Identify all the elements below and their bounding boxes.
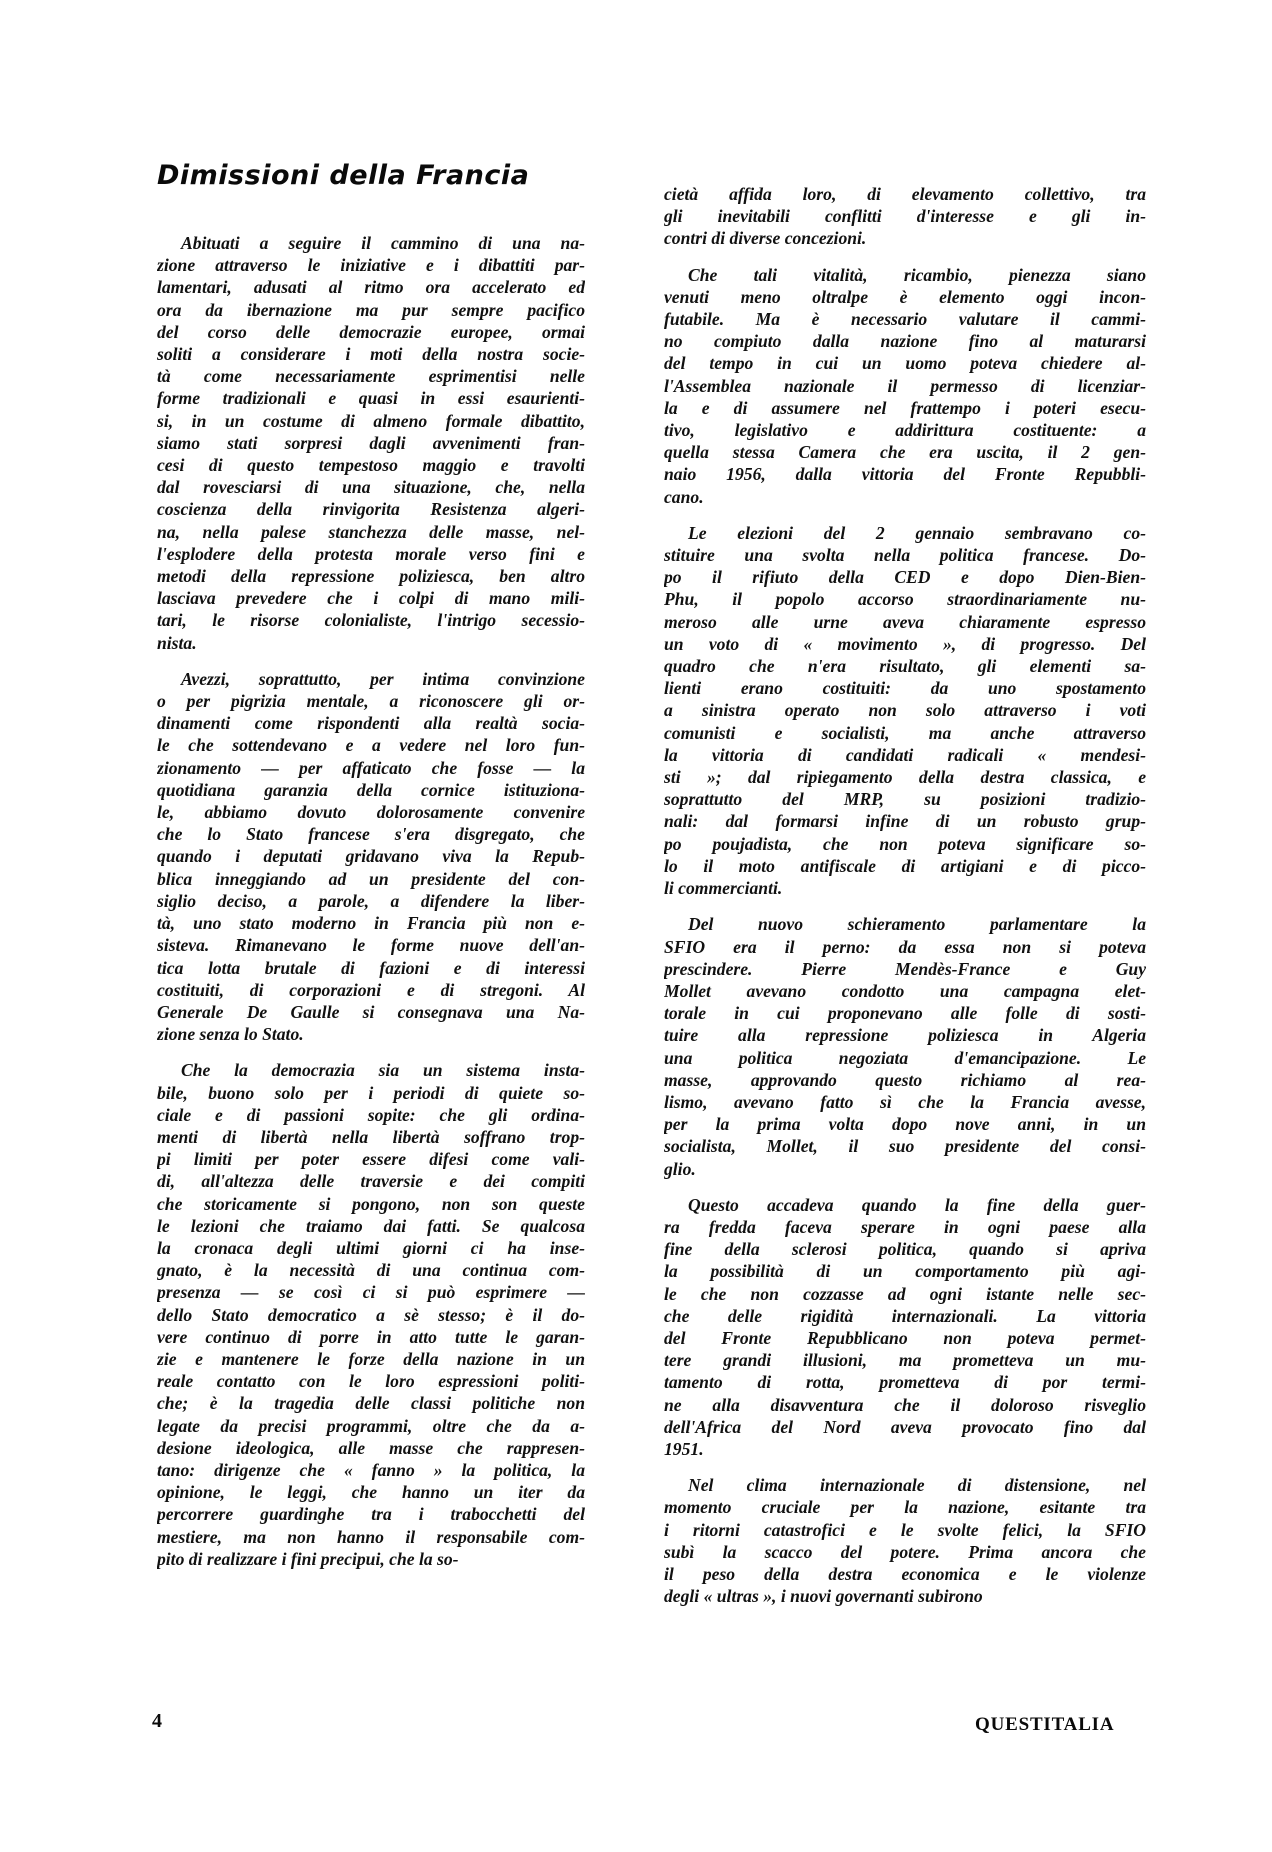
text-line: socialista, Mollet, il suo presidente del consi- xyxy=(664,1136,1146,1157)
text-line: la possibilità di un comportamento più agi- xyxy=(664,1261,1146,1282)
text-line: contri di diverse concezioni. xyxy=(664,228,867,249)
text-line: quadro che n'era risultato, gli elementi sa- xyxy=(664,656,1146,677)
text-line: che storicamente si pongono, non son queste xyxy=(157,1193,585,1214)
text-line: ora da ibernazione ma pur sempre pacifico xyxy=(157,299,585,320)
text-line: mestiere, ma non hanno il responsabile com- xyxy=(157,1526,585,1547)
text-line: quotidiana garanzia della cornice istituziona- xyxy=(157,779,585,800)
text-line: 1951. xyxy=(664,1438,704,1459)
text-line: la e di assumere nel frattempo i poteri esecu- xyxy=(664,397,1146,418)
text-line: no compiuto dalla nazione fino al maturarsi xyxy=(664,331,1146,352)
article-paragraph xyxy=(157,232,585,654)
text-line: na, nella palese stanchezza delle masse, nel- xyxy=(157,521,585,542)
text-line: stituire una svolta nella politica francese. Do- xyxy=(664,545,1146,566)
text-line: tamento di rotta, prometteva di por termi- xyxy=(664,1372,1146,1393)
text-line: il peso della destra economica e le violenze xyxy=(664,1563,1146,1584)
text-line: quando i deputati gridavano viva la Repub- xyxy=(157,846,585,867)
text-line: la vittoria di candidati radicali « mendesi- xyxy=(664,744,1146,765)
text-line: i ritorni catastrofici e le svolte felici, la SFIO xyxy=(664,1519,1146,1540)
text-line: per la prima volta dopo nove anni, in un xyxy=(664,1114,1146,1135)
text-line: vere continuo di porre in atto tutte le garan- xyxy=(157,1326,585,1347)
text-line: po poujadista, che non poteva significare so- xyxy=(664,833,1146,854)
text-line: degli « ultras », i nuovi governanti subirono xyxy=(664,1586,983,1607)
page-number: 4 xyxy=(152,1710,162,1732)
text-line: del corso delle democrazie europee, ormai xyxy=(157,321,585,342)
text-line: nali: dal formarsi infine di un robusto grup- xyxy=(664,811,1146,832)
text-line: costituiti, di corporazioni e di stregoni. Al xyxy=(157,979,585,1000)
article-paragraph xyxy=(664,264,1146,508)
text-line: siamo stati sorpresi dagli avvenimenti fran- xyxy=(157,432,585,453)
article-paragraph xyxy=(664,522,1146,899)
text-line: prescindere. Pierre Mendès-France e Guy xyxy=(664,958,1146,979)
text-line: torale in cui proponevano alle folle di sosti- xyxy=(664,1003,1146,1024)
text-line: a sinistra operato non solo attraverso i voti xyxy=(664,700,1146,721)
text-line: fine della sclerosi politica, quando si apriva xyxy=(664,1239,1146,1260)
text-line: menti di libertà nella libertà soffrano trop- xyxy=(157,1126,585,1147)
article-paragraph xyxy=(157,1059,585,1570)
text-line: ra fredda faceva sperare in ogni paese alla xyxy=(664,1216,1146,1237)
text-line: cietà affida loro, di elevamento collettivo, tra xyxy=(664,184,1146,204)
text-line: Che la democrazia sia un sistema insta- xyxy=(181,1060,585,1081)
text-line: Questo accadeva quando la fine della guer- xyxy=(688,1194,1146,1215)
text-line: tà, uno stato moderno in Francia più non e- xyxy=(157,913,585,934)
text-line: venuti meno oltralpe è elemento oggi incon- xyxy=(664,286,1146,307)
text-line: che delle rigidità internazionali. La vittoria xyxy=(664,1305,1146,1326)
text-line: soliti a considerare i moti della nostra socie- xyxy=(157,344,585,365)
text-line: del tempo in cui un uomo poteva chiedere al- xyxy=(664,353,1146,374)
text-line: tuire alla repressione poliziesca in Algeria xyxy=(664,1025,1146,1046)
text-line: tere grandi illusioni, ma prometteva un mu- xyxy=(664,1350,1146,1371)
text-line: dello Stato democratico a sè stesso; è il do- xyxy=(157,1304,585,1325)
text-line: coscienza della rinvigorita Resistenza algeri- xyxy=(157,499,585,520)
magazine-masthead: QUESTITALIA xyxy=(975,1714,1115,1735)
text-line: zie e mantenere le forze della nazione in un xyxy=(157,1348,585,1369)
text-line: zione senza lo Stato. xyxy=(157,1024,304,1045)
text-line: lasciava prevedere che i colpi di mano mili- xyxy=(157,588,585,609)
text-line: po il rifiuto della CED e dopo Dien-Bien- xyxy=(664,567,1146,588)
text-line: Phu, il popolo accorso straordinariamente nu- xyxy=(664,589,1146,610)
text-line: zione attraverso le iniziative e i dibattiti par- xyxy=(157,255,585,276)
text-line: forme tradizionali e quasi in essi esaurienti- xyxy=(157,388,585,409)
text-line: percorrere guardinghe tra i trabocchetti del xyxy=(157,1504,585,1525)
text-line: sti »; dal ripiegamento della destra classica, e xyxy=(664,767,1146,788)
text-line: reale contatto con le loro espressioni politi- xyxy=(157,1371,585,1392)
text-line: metodi della repressione poliziesca, ben altro xyxy=(157,566,585,587)
text-line: le lezioni che traiamo dai fatti. Se qualcosa xyxy=(157,1215,585,1236)
text-line: lamentari, adusati al ritmo ora accelerato ed xyxy=(157,277,585,298)
text-line: legate da precisi programmi, oltre che da a- xyxy=(157,1415,585,1436)
text-line: l'Assemblea nazionale il permesso di licenziar- xyxy=(664,375,1146,396)
text-line: Avezzi, soprattutto, per intima convinzione xyxy=(181,668,585,689)
article-paragraph xyxy=(664,1474,1146,1607)
text-line: gnato, è la necessità di una continua com- xyxy=(157,1260,585,1281)
text-line: pito di realizzare i fini precipui, che la so- xyxy=(157,1548,459,1569)
text-line: di, all'altezza delle traversie e dei compiti xyxy=(157,1171,585,1192)
text-line: un voto di « movimento », di progresso. Del xyxy=(664,633,1146,654)
text-line: masse, approvando questo richiamo al rea- xyxy=(664,1069,1146,1090)
text-line: pi limiti per poter essere difesi come vali- xyxy=(157,1149,585,1170)
text-line: momento cruciale per la nazione, esitante tra xyxy=(664,1497,1146,1518)
right-column xyxy=(664,183,1146,1621)
text-line: opinione, le leggi, che hanno un iter da xyxy=(157,1482,585,1503)
text-line: ne alla disavventura che il doloroso risveglio xyxy=(664,1394,1146,1415)
text-line: che lo Stato francese s'era disgregato, che xyxy=(157,824,585,845)
text-line: bile, buono solo per i periodi di quiete so- xyxy=(157,1082,585,1103)
text-line: ciale e di passioni sopite: che gli ordina- xyxy=(157,1104,585,1125)
text-line: Le elezioni del 2 gennaio sembravano co- xyxy=(688,522,1146,543)
text-line: siglio deciso, a parole, a difendere la liber- xyxy=(157,890,585,911)
text-line: Del nuovo schieramento parlamentare la xyxy=(688,914,1146,935)
text-line: quella stessa Camera che era uscita, il 2 gen- xyxy=(664,442,1146,463)
text-line: dal rovesciarsi di una situazione, che, nella xyxy=(157,477,585,498)
text-line: tivo, legislativo e addirittura costituente: a xyxy=(664,420,1146,441)
text-line: le che non cozzasse ad ogni istante nelle sec- xyxy=(664,1283,1146,1304)
text-line: meroso alle urne aveva chiaramente espresso xyxy=(664,611,1146,632)
text-line: tano: dirigenze che « fanno » la politica, la xyxy=(157,1459,585,1480)
text-line: Nel clima internazionale di distensione, nel xyxy=(688,1475,1146,1496)
text-line: subì la scacco del potere. Prima ancora che xyxy=(664,1541,1146,1562)
text-line: cesi di questo tempestoso maggio e travolti xyxy=(157,455,585,476)
text-line: cano. xyxy=(664,486,704,507)
article-paragraph xyxy=(157,668,585,1045)
text-line: dinamenti come rispondenti alla realtà socia- xyxy=(157,713,585,734)
text-line: nista. xyxy=(157,632,197,653)
text-line: del Fronte Repubblicano non poteva permet- xyxy=(664,1327,1146,1348)
text-line: futabile. Ma è necessario valutare il cammi- xyxy=(664,309,1146,330)
article-paragraph xyxy=(664,183,1146,250)
text-line: tari, le risorse colonialiste, l'intrigo secessio- xyxy=(157,610,585,631)
text-line: l'esplodere della protesta morale verso fini e xyxy=(157,543,585,564)
text-line: una politica negoziata d'emancipazione. Le xyxy=(664,1047,1146,1068)
text-line: SFIO era il perno: da essa non si poteva xyxy=(664,936,1146,957)
text-line: lienti erano costituiti: da uno spostamento xyxy=(664,678,1146,699)
article-paragraph xyxy=(664,913,1146,1179)
text-line: tà come necessariamente esprimentisi nelle xyxy=(157,366,585,387)
text-line: la cronaca degli ultimi giorni ci ha inse- xyxy=(157,1237,585,1258)
text-line: blica inneggiando ad un presidente del con- xyxy=(157,868,585,889)
text-line: gli inevitabili conflitti d'interesse e gli in- xyxy=(664,206,1146,227)
text-line: dell'Africa del Nord aveva provocato fino dal xyxy=(664,1416,1146,1437)
text-line: comunisti e socialisti, ma anche attraverso xyxy=(664,722,1146,743)
text-line: desione ideologica, alle masse che rappresen- xyxy=(157,1437,585,1458)
text-line: Generale De Gaulle si consegnava una Na- xyxy=(157,1001,585,1022)
text-line: Abituati a seguire il cammino di una na- xyxy=(181,233,585,253)
text-line: tica lotta brutale di fazioni e di interessi xyxy=(157,957,585,978)
text-line: soprattutto del MRP, su posizioni tradizio- xyxy=(664,789,1146,810)
text-line: Mollet avevano condotto una campagna elet- xyxy=(664,980,1146,1001)
text-line: si, in un costume di almeno formale dibattito, xyxy=(157,410,585,431)
left-column xyxy=(157,232,585,1584)
text-line: che; è la tragedia delle classi politiche non xyxy=(157,1393,585,1414)
text-line: Che tali vitalità, ricambio, pienezza siano xyxy=(688,264,1146,285)
text-line: lo il moto antifiscale di artigiani e di picco- xyxy=(664,855,1146,876)
text-line: le che sottendevano e a vedere nel loro fun- xyxy=(157,735,585,756)
text-line: lismo, avevano fatto sì che la Francia avesse, xyxy=(664,1091,1146,1112)
article-paragraph xyxy=(664,1194,1146,1460)
text-line: glio. xyxy=(664,1158,696,1179)
text-line: o per pigrizia mentale, a riconoscere gli or- xyxy=(157,691,585,712)
text-line: zionamento — per affaticato che fosse — la xyxy=(157,757,585,778)
text-line: presenza — se così ci si può esprimere — xyxy=(157,1282,585,1303)
text-line: li commercianti. xyxy=(664,878,783,899)
text-line: le, abbiamo dovuto dolorosamente convenire xyxy=(157,802,585,823)
text-line: sisteva. Rimanevano le forme nuove dell'an- xyxy=(157,935,585,956)
text-line: naio 1956, dalla vittoria del Fronte Repubbli- xyxy=(664,464,1146,485)
article-title: Dimissioni della Francia xyxy=(157,160,530,191)
